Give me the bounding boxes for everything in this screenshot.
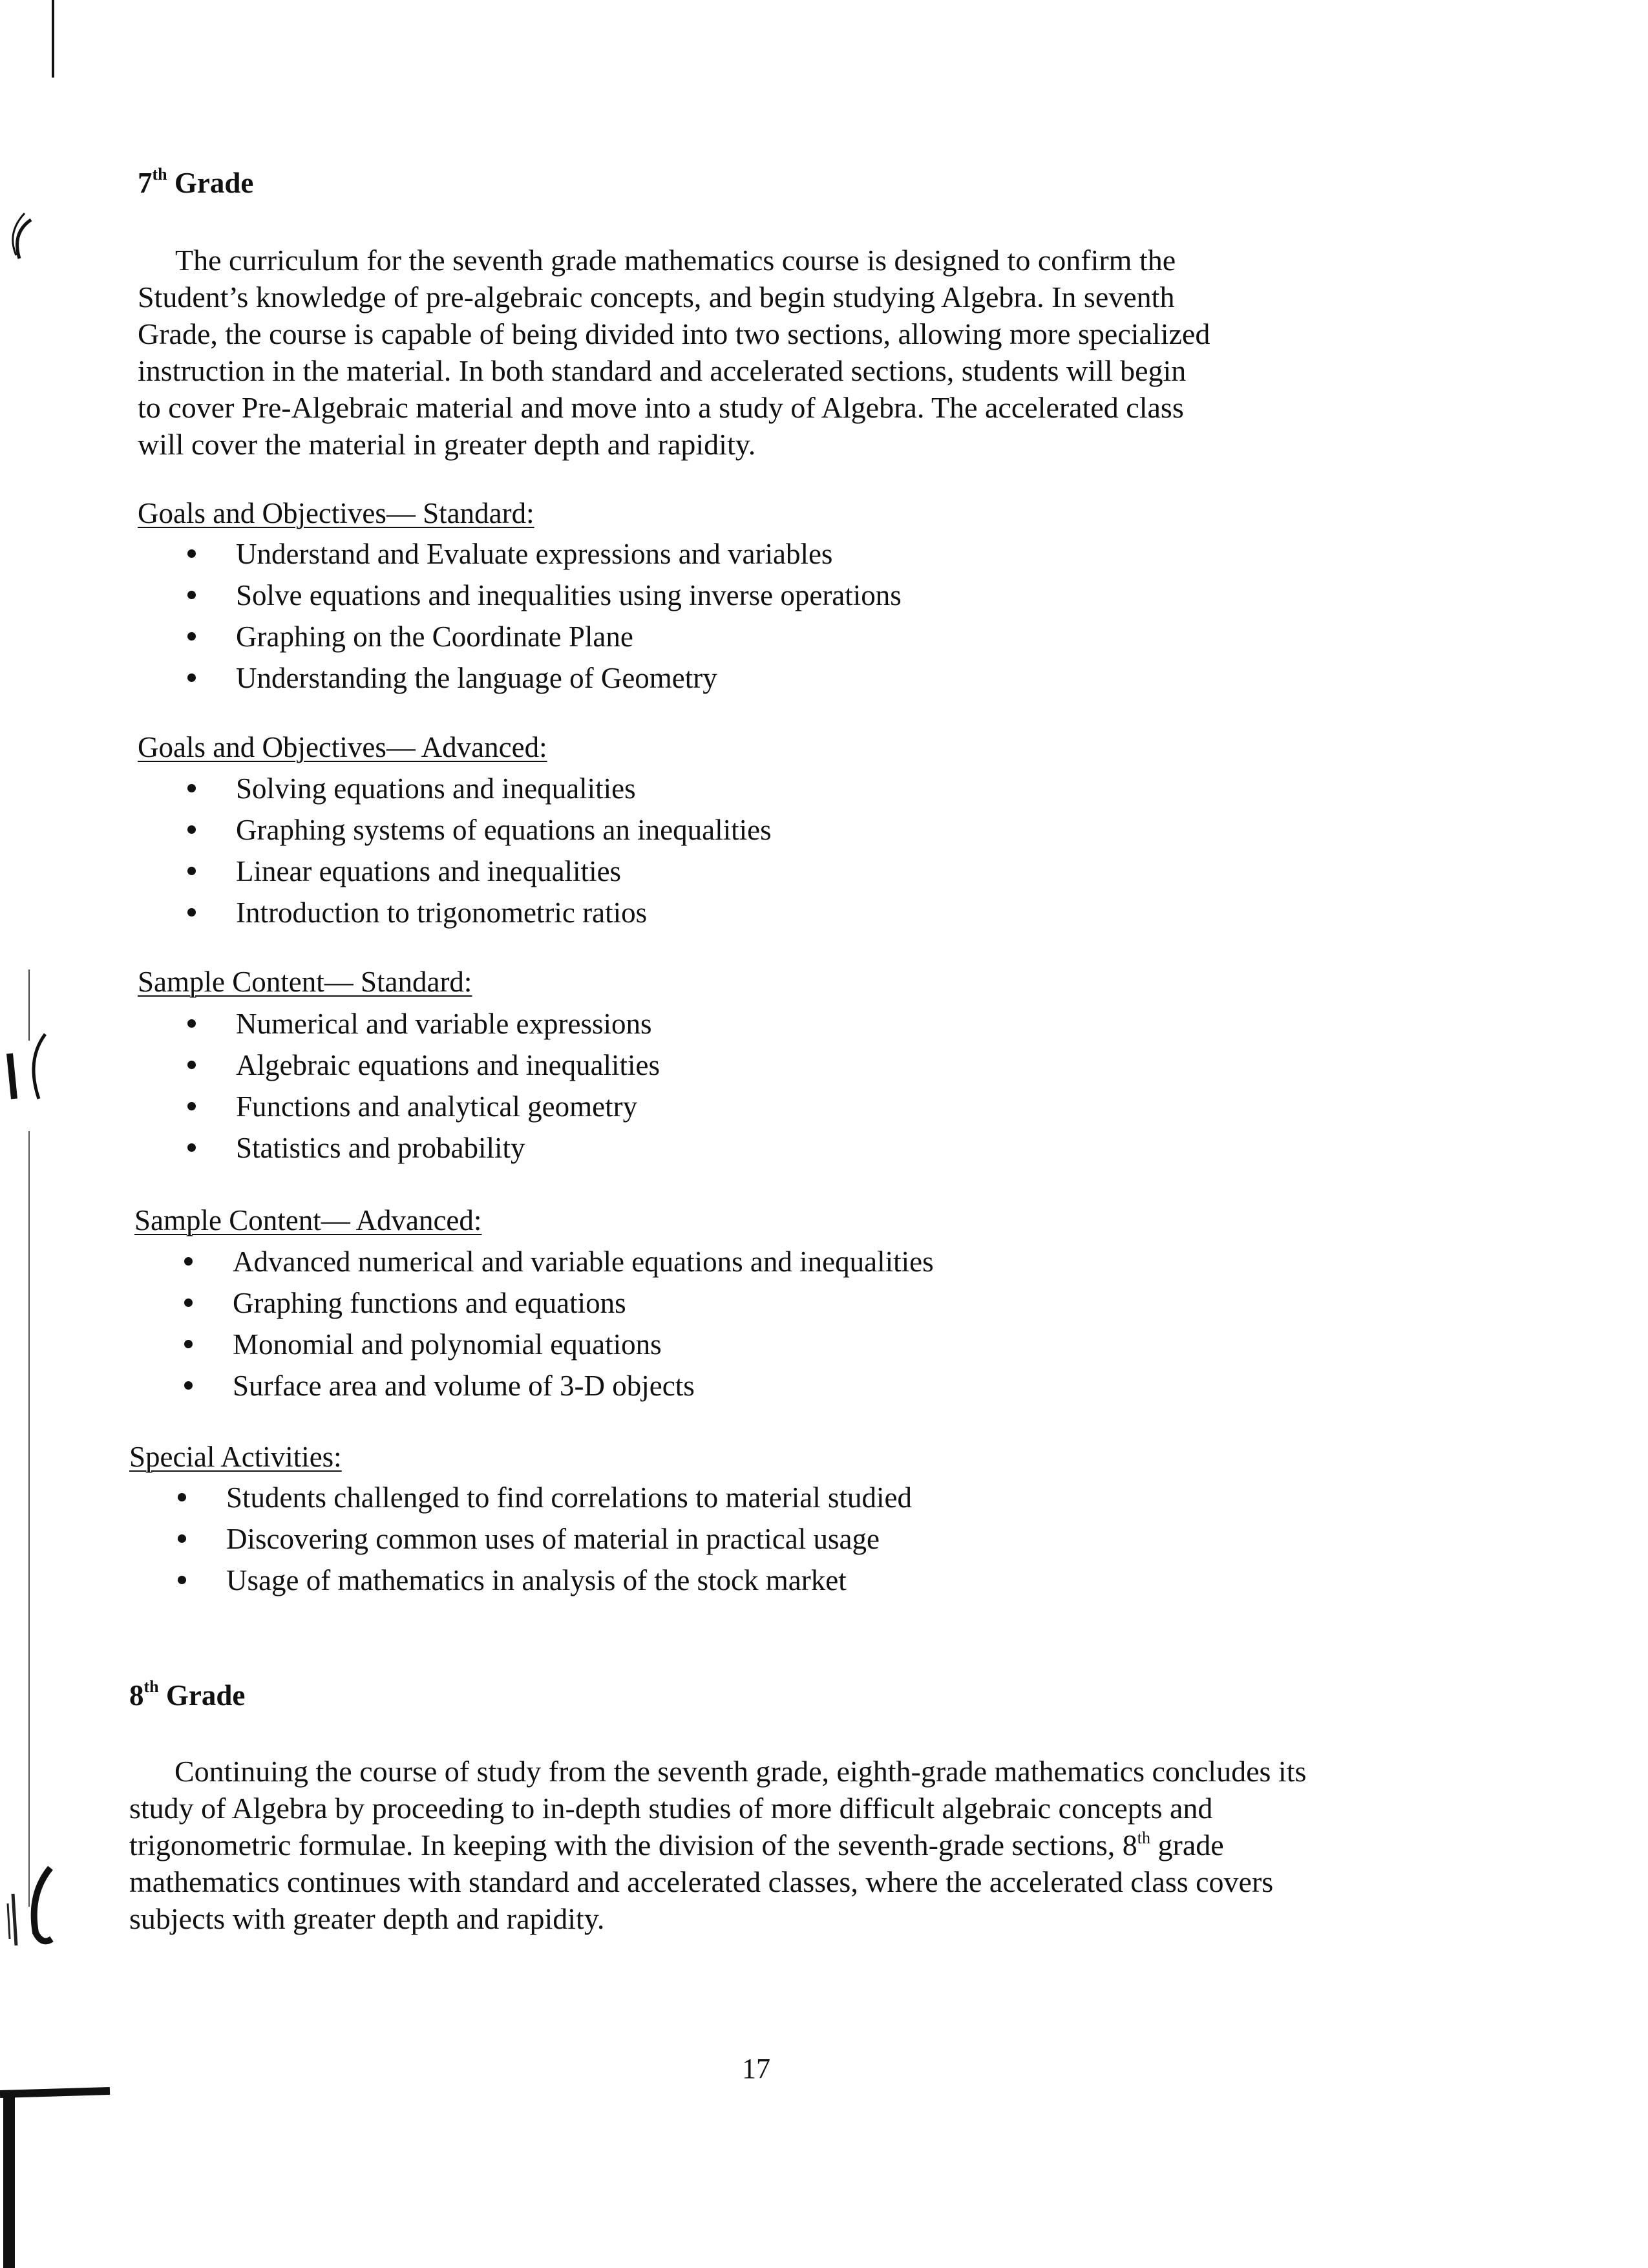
bullet-icon: [187, 908, 196, 917]
bullet-icon: [187, 673, 196, 682]
bullet-icon: [187, 1061, 196, 1069]
list-item: Advanced numerical and variable equations and inequalities: [184, 1241, 934, 1282]
list-special-activities: [178, 1477, 912, 1601]
bullet-icon: [187, 591, 196, 599]
list-item: Students challenged to find correlations to material studied: [178, 1477, 912, 1518]
list-item: Graphing on the Coordinate Plane: [187, 616, 902, 657]
list-item: Functions and analytical geometry: [187, 1086, 660, 1127]
grade8-heading: 8th Grade: [129, 1677, 246, 1712]
list-item: Surface area and volume of 3-D objects: [184, 1365, 934, 1406]
section-title-content-standard: Sample Content— Standard:: [138, 966, 472, 998]
bullet-icon: [187, 632, 196, 641]
bullet-icon: [184, 1340, 193, 1348]
bullet-icon: [187, 784, 196, 792]
list-item: Graphing functions and equations: [184, 1282, 934, 1324]
list-item: Understand and Evaluate expressions and variables: [187, 533, 902, 575]
bullet-icon: [178, 1534, 186, 1543]
bullet-icon: [184, 1298, 193, 1307]
bullet-icon: [184, 1257, 193, 1266]
list-item: Understanding the language of Geometry: [187, 657, 902, 699]
bullet-icon: [187, 825, 196, 834]
list-item: Discovering common uses of material in practical usage: [178, 1518, 912, 1560]
page-number: 17: [742, 2053, 770, 2084]
bullet-icon: [187, 867, 196, 875]
bullet-icon: [187, 1102, 196, 1110]
list-item: Usage of mathematics in analysis of the stock market: [178, 1560, 912, 1601]
list-item: Statistics and probability: [187, 1127, 660, 1169]
list-item: Monomial and polynomial equations: [184, 1324, 934, 1365]
list-item: Algebraic equations and inequalities: [187, 1044, 660, 1086]
grade7-intro: The curriculum for the seventh grade mathematics course is designed to confirm the Student’s knowledge of pre-algebraic concepts, and begin studying Algebra. In seventh Grade, the course is capable of being divided into two sections, allowing more specialized instruction in the material. In both standard and accelerated sections, students will begin to cover Pre-Algebraic material and move into a study of Algebra. The accelerated class will cover the material in greater depth and rapidity.: [138, 244, 1210, 461]
list-item: Introduction to trigonometric ratios: [187, 892, 772, 933]
section-title-goals-standard: Goals and Objectives— Standard:: [138, 497, 534, 529]
list-item: Solving equations and inequalities: [187, 768, 772, 809]
list-goals-advanced: [187, 768, 772, 933]
section-title-special-activities: Special Activities:: [129, 1441, 342, 1473]
list-goals-standard: [187, 533, 902, 699]
section-title-goals-advanced: Goals and Objectives— Advanced:: [138, 731, 547, 763]
list-item: Solve equations and inequalities using inverse operations: [187, 575, 902, 616]
list-item: Linear equations and inequalities: [187, 851, 772, 892]
bullet-icon: [184, 1381, 193, 1390]
bullet-icon: [187, 1019, 196, 1028]
list-item: Numerical and variable expressions: [187, 1003, 660, 1044]
bullet-icon: [178, 1576, 186, 1584]
bullet-icon: [187, 1143, 196, 1152]
list-content-advanced: [184, 1241, 934, 1406]
grade7-heading: 7th Grade: [138, 165, 254, 199]
list-content-standard: [187, 1003, 660, 1169]
binder-marks: [0, 0, 129, 2268]
bullet-icon: [178, 1493, 186, 1501]
bullet-icon: [187, 549, 196, 558]
grade8-intro: Continuing the course of study from the seventh grade, eighth-grade mathematics concludes its study of Algebra by proceeding to in-depth studies of more difficult algebraic concepts and trigonometric formulae. In keeping with the division of the seventh-grade sections, 8th grade mathematics continues with standard and accelerated classes, where the accelerated class covers subjects with greater depth and rapidity.: [129, 1755, 1307, 1935]
section-title-content-advanced: Sample Content— Advanced:: [134, 1204, 482, 1236]
list-item: Graphing systems of equations an inequalities: [187, 809, 772, 851]
